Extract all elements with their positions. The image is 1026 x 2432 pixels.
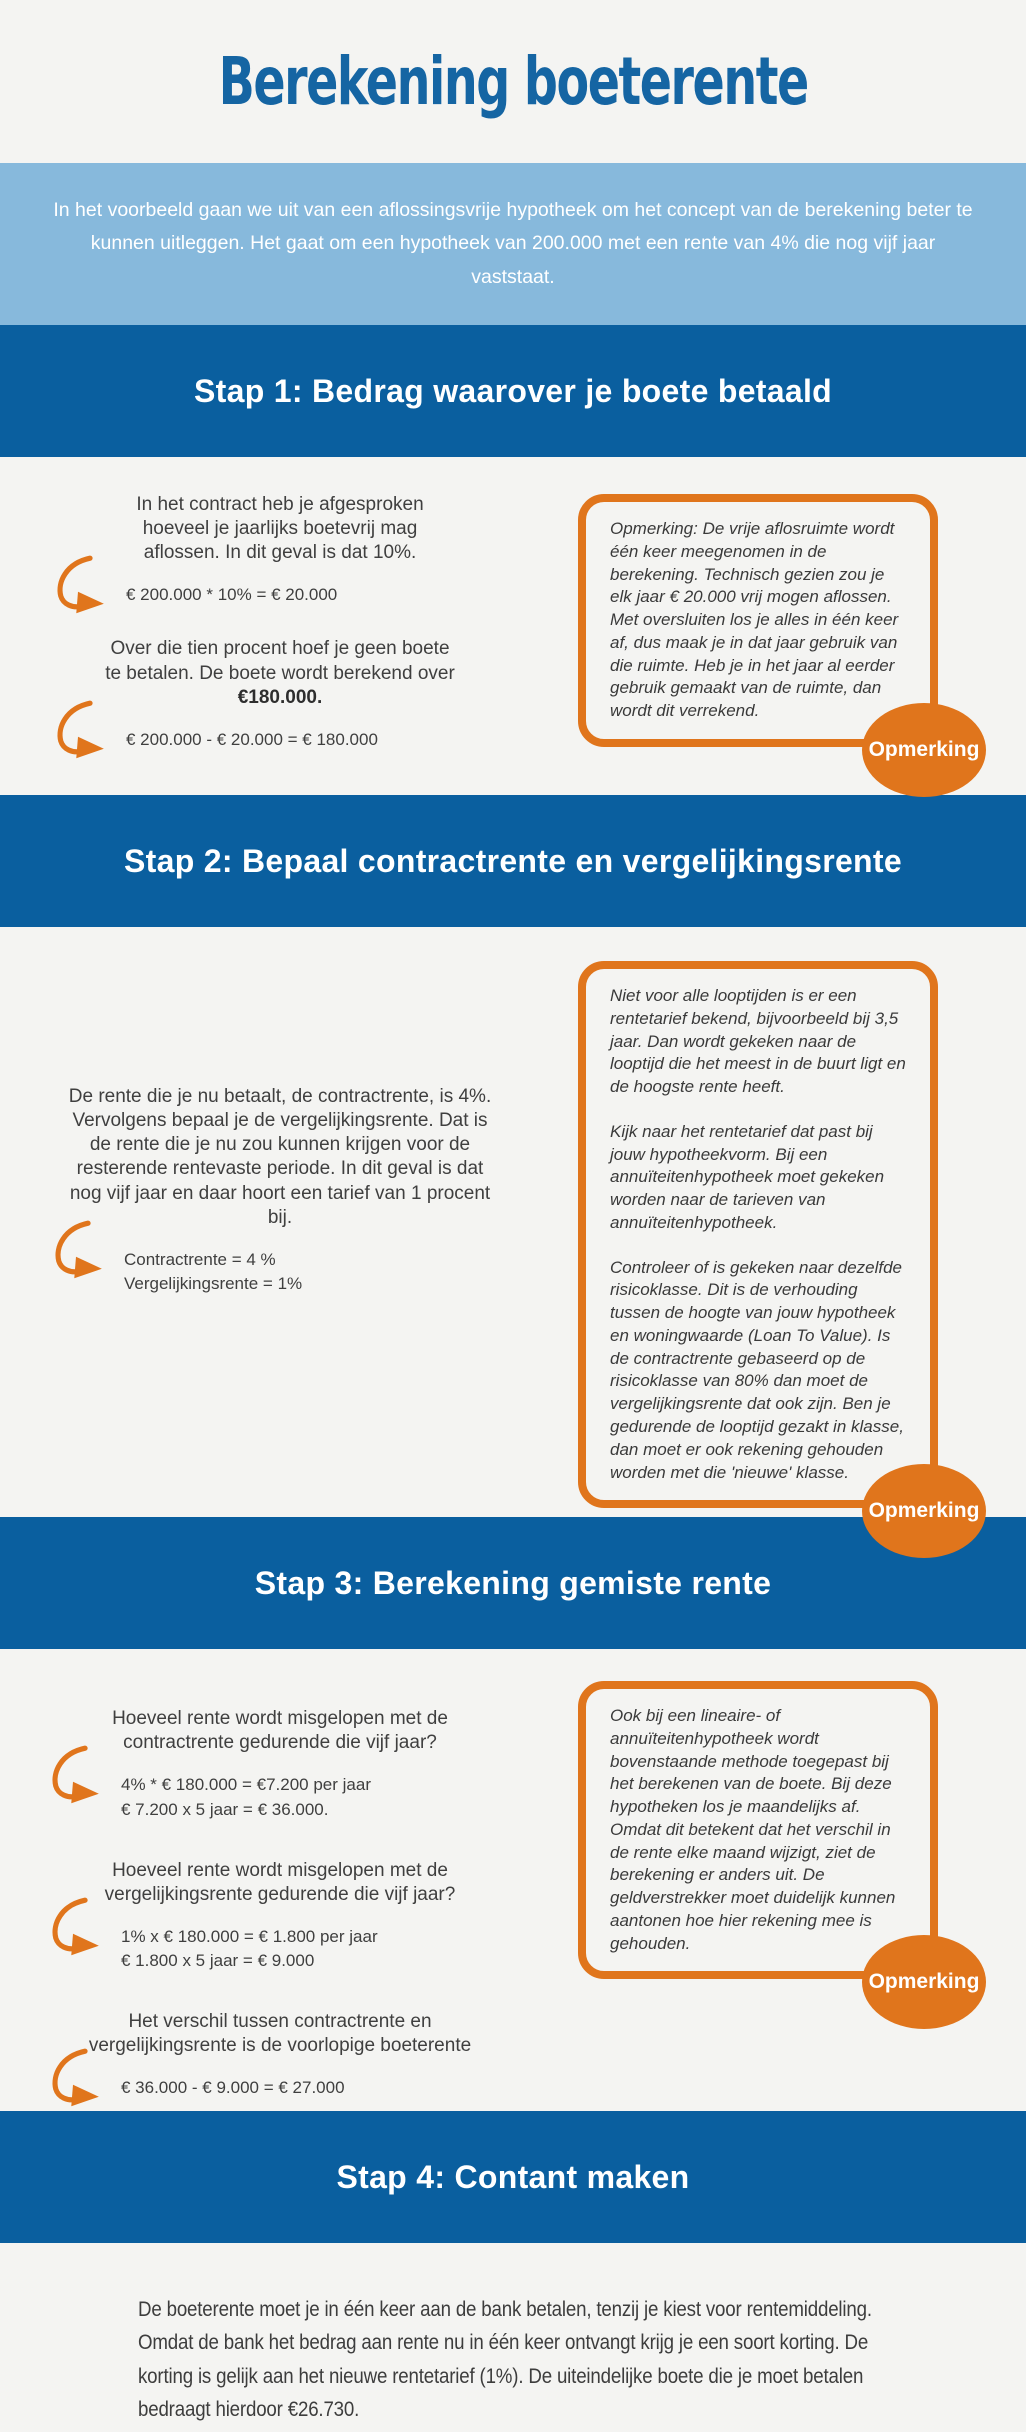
step-1-block-1-text: In het contract heb je afgesproken hoeveel je jaarlijks boetevrij mag aflossen. In dit geval is dat 10%.: [136, 494, 424, 564]
intro-text: In het voorbeeld gaan we uit van een aflossingsvrije hypotheek om het concept van de berekening beter te kunnen uitleggen. Het gaat om een hypotheek van 200.000 met een rente van 4% die nog vijf jaar vaststaat.: [53, 198, 973, 288]
formula-lines: [121, 2072, 345, 2101]
note-box: [578, 961, 980, 1523]
curved-arrow-icon: [45, 1743, 101, 1805]
intro-strip: [0, 163, 1026, 325]
step-4-heading: Stap 4: Contant maken: [336, 2158, 690, 2195]
opmerking-badge: Opmerking: [862, 1935, 986, 2029]
curved-arrow-icon: [50, 698, 106, 760]
step-3-block-2: [70, 1859, 490, 1975]
curved-arrow-icon: [48, 1218, 104, 1280]
step-3-left-column: [0, 1649, 560, 2111]
page-title: Berekening boeterente: [218, 43, 808, 120]
formula-row: [45, 2072, 490, 2108]
step-2-left-column: [0, 927, 560, 1517]
masthead: [0, 0, 1026, 163]
step-3-block-2-text: Hoeveel rente wordt misgelopen met de vergelijkingsrente gedurende die vijf jaar?: [104, 1859, 456, 1905]
step-1-content: [0, 457, 1026, 795]
step-2-block-1-text: De rente die je nu betaalt, de contractrente, is 4%. Vervolgens bepaal je de vergelijkingsrente. Dat is de rente die je nu zou kunnen krijgen voor de resterende rentevaste periode. In dit geval is dat nog vijf jaar en daar hoort een tarief van 1 procent bij.: [68, 1086, 492, 1228]
step-2-band: [0, 795, 1026, 927]
step-4-closing-text: De boeterente moet je in één keer aan de bank betalen, tenzij je kiest voor rentemiddeling. Omdat de bank het bedrag aan rente nu in één keer ontvangt krijg je een soort korting. De korting is gelijk aan het nieuwe rentetarief (1%). De uiteindelijke boete die je moet betalen bedraagt hierdoor €26.730.: [138, 2297, 872, 2421]
formula-line: 4% * € 180.000 = €7.200 per jaar: [121, 1775, 371, 1795]
step-1-band: [0, 325, 1026, 457]
step-3-block-3-text: Het verschil tussen contractrente en vergelijkingsrente is de voorlopige boeterente: [88, 2011, 472, 2057]
opmerking-badge: Opmerking: [862, 703, 986, 797]
formula-lines: [121, 1769, 371, 1822]
curved-arrow-icon: [45, 1895, 101, 1957]
curved-arrow-icon: [50, 553, 106, 615]
step-3-block-1-text: Hoeveel rente wordt misgelopen met de contractrente gedurende die vijf jaar?: [112, 1708, 448, 1754]
step-2-right-column: [560, 927, 1026, 1523]
step-3-block-1: [70, 1707, 490, 1823]
step-4-content: [0, 2243, 1026, 2432]
formula-line: Contractrente = 4 %: [124, 1249, 276, 1269]
note-box: [578, 1681, 980, 1994]
note-paragraph: Opmerking: De vrije aflosruimte wordt één keer meegenomen in de berekening. Technisch gezien zou je elk jaar € 20.000 vrij mogen aflossen. Met oversluiten los je alles in één keer af, dus maak je in dat jaar gebruik van die ruimte. Heb je in het jaar al eerder gebruik gemaakt van de ruimte, dan wordt dit verrekend.: [610, 519, 899, 721]
step-4-band: [0, 2111, 1026, 2243]
curved-arrow-icon: [45, 2046, 101, 2108]
step-2-heading: Stap 2: Bepaal contractrente en vergelijkingsrente: [124, 842, 902, 879]
step-3-content: [0, 1649, 1026, 2111]
formula-row: [50, 579, 455, 615]
step-1-block-2-text: [105, 637, 455, 709]
step-1-block-1: [105, 493, 455, 615]
formula-line: € 7.200 x 5 jaar = € 36.000.: [121, 1799, 329, 1819]
step-1-left-column: [0, 457, 560, 795]
formula-line: 1% x € 180.000 = € 1.800 per jaar: [121, 1926, 378, 1946]
formula-line: € 36.000 - € 9.000 = € 27.000: [121, 2078, 345, 2098]
step-2-block-1: [65, 1085, 495, 1297]
formula-row: [45, 1921, 490, 1974]
formula-line: Vergelijkingsrente = 1%: [124, 1274, 303, 1294]
note-paragraph: Kijk naar het rentetarief dat past bij jouw hypotheekvorm. Bij een annuïteitenhypotheek moet gekeken worden naar de tarieven van annuïteitenhypotheek.: [610, 1121, 885, 1232]
step-1-block-2-text-normal: Over die tien procent hoef je geen boete te betalen. De boete wordt berekend over: [105, 638, 455, 684]
note-paragraph: Controleer of is gekeken naar dezelfde risicoklasse. Dit is de verhouding tussen de hoogte van jouw hypotheek en woningwaarde (Loan To Value). Is de contractrente gebaseerd op de risicoklasse van 80% dan moet de vergelijkingsrente dat ook zijn. Ben je gedurende de looptijd gezakt in klasse, dan moet er ook rekening gehouden worden met die 'nieuwe' klasse.: [610, 1257, 904, 1482]
step-1-block-2-text-bold: €180.000.: [237, 686, 323, 708]
formula-lines: [121, 1921, 378, 1974]
formula-line: € 200.000 - € 20.000 = € 180.000: [126, 729, 378, 749]
step-1-block-2: [105, 637, 455, 759]
formula-lines: [126, 724, 378, 753]
formula-lines: [126, 579, 337, 608]
step-3-block-3: [70, 2010, 490, 2108]
step-1-right-column: [560, 457, 1026, 795]
note-paragraph: Ook bij een lineaire- of annuïteitenhypotheek wordt bovenstaande methode toegepast bij het berekenen van de boete. Bij deze hypotheken los je maandelijks af. Omdat dit betekent dat het verschil in de rente elke maand wijzigt, ziet de berekening er anders uit. De geldverstrekker moet duidelijk kunnen aantonen hoe hier rekening mee is gehouden.: [610, 1706, 896, 1953]
formula-row: [45, 1769, 490, 1822]
formula-line: € 200.000 * 10% = € 20.000: [126, 585, 338, 605]
step-3-right-column: [560, 1649, 1026, 2111]
opmerking-badge: Opmerking: [862, 1464, 986, 1558]
note-box: [578, 494, 980, 761]
formula-row: [50, 724, 455, 760]
formula-lines: [124, 1244, 302, 1297]
step-3-heading: Stap 3: Berekening gemiste rente: [254, 1564, 772, 1601]
step-1-heading: Stap 1: Bedrag waarover je boete betaald: [194, 372, 832, 409]
note-paragraph: Niet voor alle looptijden is er een rentetarief bekend, bijvoorbeeld bij 3,5 jaar. Dan wordt gekeken naar de looptijd die het meest in de buurt ligt en de hoogste rente heeft.: [610, 986, 906, 1097]
formula-line: € 1.800 x 5 jaar = € 9.000: [121, 1951, 315, 1971]
formula-row: [48, 1244, 495, 1297]
step-2-content: [0, 927, 1026, 1523]
